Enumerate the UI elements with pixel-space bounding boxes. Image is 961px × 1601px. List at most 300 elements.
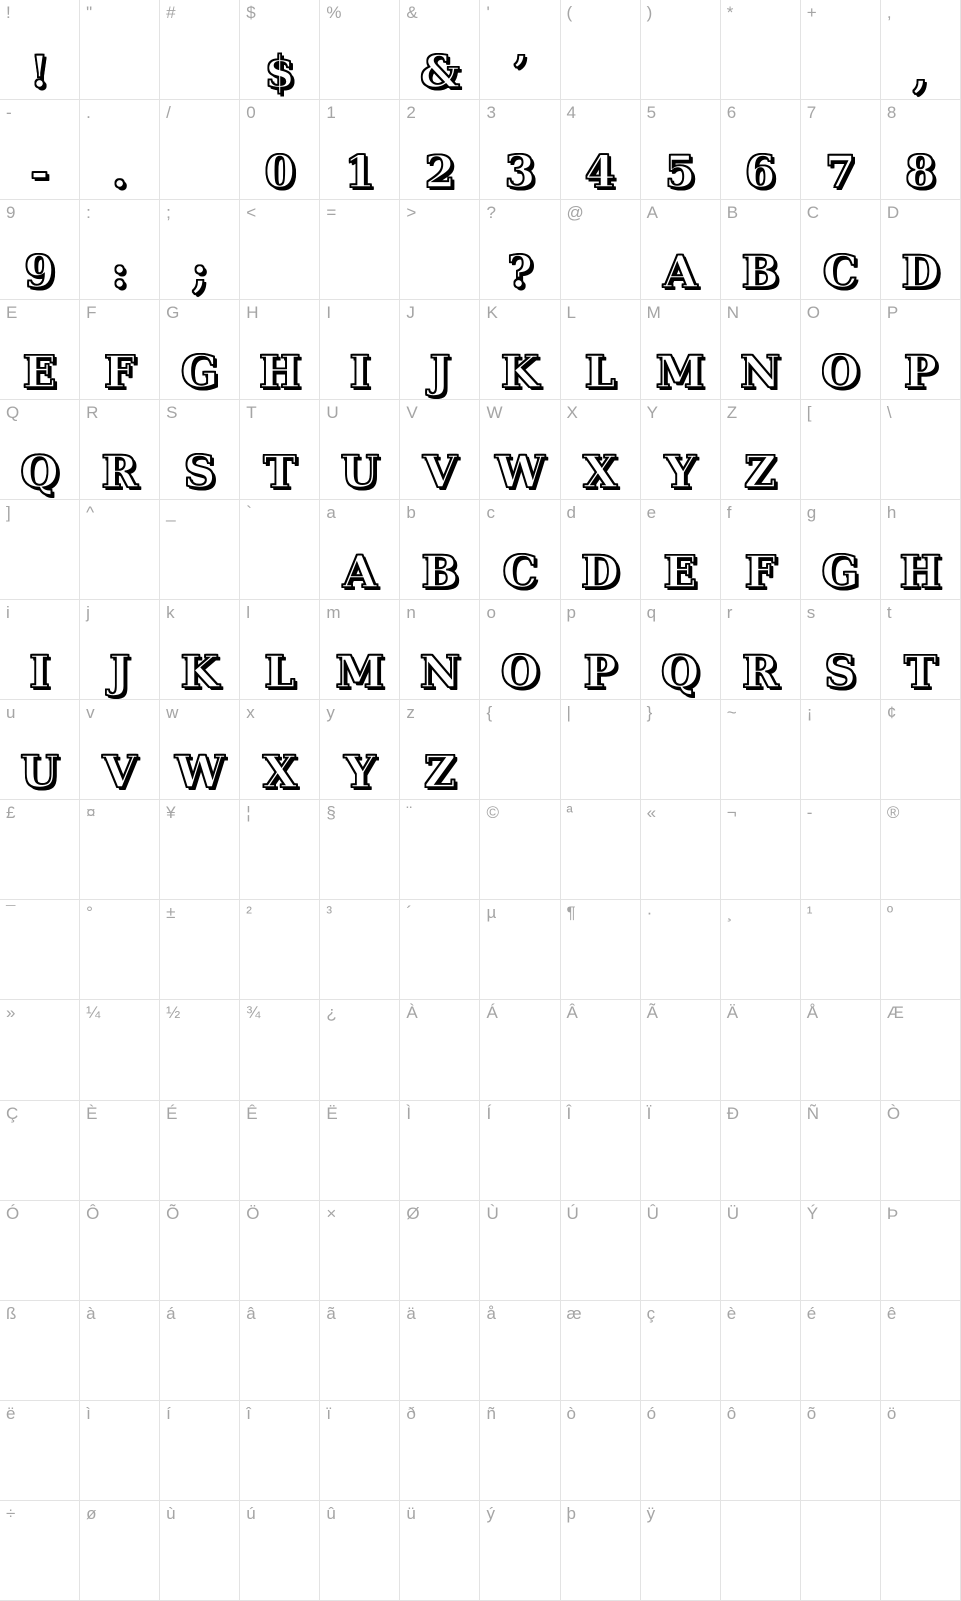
glyph-cell <box>320 1301 400 1401</box>
glyph-cell <box>881 1101 961 1201</box>
cell-character-label: × <box>326 1203 337 1223</box>
glyph-cell <box>160 100 240 200</box>
cell-character-label: U <box>326 403 339 423</box>
cell-character-label: ô <box>726 1403 737 1423</box>
glyph-cell <box>160 200 240 300</box>
cell-character-label: I <box>326 303 332 323</box>
cell-character-label: £ <box>6 803 16 823</box>
glyph-cell <box>160 300 240 400</box>
cell-glyph: 7 <box>825 147 856 199</box>
cell-glyph: X <box>262 747 297 799</box>
cell-character-label: d <box>566 503 577 523</box>
cell-glyph: T <box>904 647 937 699</box>
glyph-cell <box>641 500 721 600</box>
cell-character-label: â <box>246 1303 256 1323</box>
cell-character-label: § <box>326 803 336 823</box>
cell-character-label: Á <box>486 1003 498 1023</box>
cell-character-label: k <box>166 603 175 623</box>
glyph-cell <box>240 400 320 500</box>
glyph-cell <box>320 500 400 600</box>
cell-character-label: Ø <box>406 1203 420 1223</box>
glyph-cell <box>240 100 320 200</box>
cell-glyph: H <box>899 547 942 599</box>
cell-glyph: Y <box>344 747 376 799</box>
cell-glyph: Q <box>661 647 700 699</box>
cell-character-label: . <box>86 103 91 123</box>
cell-character-label: ò <box>566 1403 577 1423</box>
cell-character-label: ' <box>486 3 490 22</box>
cell-glyph: 6 <box>744 147 776 199</box>
glyph-cell <box>160 400 240 500</box>
glyph-cell <box>80 0 160 100</box>
cell-character-label: T <box>246 403 257 423</box>
cell-character-label: 9 <box>6 203 16 223</box>
glyph-cell <box>881 1301 961 1401</box>
cell-character-label: î <box>246 1403 251 1423</box>
cell-glyph: D <box>901 247 940 299</box>
glyph-cell <box>721 900 801 1000</box>
cell-character-label: Ë <box>326 1103 338 1123</box>
cell-character-label: Þ <box>886 1203 899 1223</box>
glyph-cell <box>80 1000 160 1100</box>
cell-character-label: q <box>646 603 657 623</box>
cell-character-label: ¥ <box>166 803 176 823</box>
glyph-cell <box>641 700 721 800</box>
cell-character-label: à <box>86 1303 96 1323</box>
glyph-cell <box>480 1501 560 1601</box>
glyph-cell <box>801 1000 881 1100</box>
cell-glyph: J <box>109 647 131 699</box>
cell-character-label: g <box>806 503 817 523</box>
glyph-cell <box>80 500 160 600</box>
cell-character-label: p <box>566 603 577 623</box>
cell-character-label: Å <box>806 1003 819 1023</box>
glyph-cell <box>721 100 801 200</box>
cell-glyph: J <box>429 347 451 399</box>
cell-character-label: 3 <box>486 103 496 123</box>
cell-character-label: J <box>406 303 415 323</box>
glyph-cell <box>801 1201 881 1301</box>
cell-character-label: a <box>326 503 336 523</box>
glyph-cell <box>881 1000 961 1100</box>
glyph-cell <box>160 1501 240 1601</box>
cell-character-label: ¡ <box>806 703 813 723</box>
cell-character-label: > <box>406 203 417 223</box>
glyph-cell <box>0 900 80 1000</box>
cell-glyph: 1 <box>344 147 376 199</box>
cell-character-label: Y <box>646 403 658 423</box>
cell-character-label: | <box>566 703 571 723</box>
cell-character-label: ( <box>566 3 573 22</box>
glyph-cell <box>240 1201 320 1301</box>
cell-character-label: ; <box>166 203 171 223</box>
cell-character-label: O <box>806 303 821 323</box>
cell-character-label: ® <box>886 803 900 823</box>
cell-character-label: 1 <box>326 103 336 123</box>
cell-character-label: ] <box>6 503 11 523</box>
cell-glyph: . <box>111 147 128 199</box>
glyph-cell <box>240 600 320 700</box>
glyph-cell <box>561 600 641 700</box>
glyph-cell <box>80 800 160 900</box>
cell-character-label: E <box>6 303 18 323</box>
cell-character-label: Î <box>566 1103 572 1123</box>
cell-character-label: Û <box>646 1203 659 1223</box>
glyph-cell <box>480 300 560 400</box>
glyph-cell <box>80 1501 160 1601</box>
glyph-cell <box>561 100 641 200</box>
glyph-cell <box>400 400 480 500</box>
glyph-cell <box>400 1501 480 1601</box>
cell-glyph: P <box>583 647 617 699</box>
cell-character-label: Ñ <box>806 1103 820 1123</box>
cell-glyph: X <box>583 447 618 499</box>
cell-character-label: Q <box>6 403 20 423</box>
glyph-cell <box>240 800 320 900</box>
glyph-cell <box>0 1201 80 1301</box>
glyph-cell <box>561 1101 641 1201</box>
glyph-cell <box>480 1401 560 1501</box>
glyph-cell <box>240 700 320 800</box>
glyph-cell <box>641 1101 721 1201</box>
glyph-cell <box>400 300 480 400</box>
cell-character-label: h <box>886 503 897 523</box>
cell-character-label: 0 <box>246 103 256 123</box>
cell-character-label: ì <box>86 1403 91 1423</box>
cell-character-label: ï <box>326 1403 332 1423</box>
cell-glyph: Y <box>664 447 696 499</box>
cell-glyph: , <box>912 47 929 99</box>
cell-glyph: ? <box>507 247 533 299</box>
glyph-cell <box>80 1101 160 1201</box>
cell-character-label: A <box>646 203 658 223</box>
cell-character-label: Z <box>726 403 738 423</box>
glyph-cell <box>240 0 320 100</box>
cell-character-label: C <box>806 203 820 223</box>
glyph-cell <box>801 1301 881 1401</box>
cell-character-label: s <box>806 603 816 623</box>
glyph-cell <box>80 1301 160 1401</box>
cell-character-label: ¬ <box>726 803 737 823</box>
cell-character-label: Ð <box>726 1103 739 1123</box>
cell-character-label: ð <box>406 1403 416 1423</box>
cell-glyph: I <box>29 647 50 699</box>
cell-character-label: + <box>806 3 817 22</box>
cell-character-label: V <box>406 403 418 423</box>
glyph-cell <box>881 600 961 700</box>
cell-character-label: [ <box>806 403 812 423</box>
cell-glyph: B <box>741 247 779 299</box>
glyph-cell <box>320 700 400 800</box>
glyph-cell <box>0 100 80 200</box>
cell-glyph: 8 <box>905 147 936 199</box>
glyph-cell <box>240 200 320 300</box>
cell-character-label: ´ <box>406 903 413 923</box>
glyph-cell <box>80 600 160 700</box>
cell-glyph: W <box>174 747 225 799</box>
cell-glyph: Q <box>20 447 59 499</box>
cell-character-label: Ê <box>246 1103 258 1123</box>
cell-character-label: ÿ <box>646 1503 656 1523</box>
glyph-cell <box>801 900 881 1000</box>
cell-character-label: L <box>566 303 577 323</box>
glyph-cell <box>400 1101 480 1201</box>
glyph-cell <box>480 1101 560 1201</box>
glyph-cell <box>881 800 961 900</box>
cell-glyph: A <box>342 547 377 599</box>
cell-glyph: W <box>495 447 545 499</box>
glyph-cell <box>561 700 641 800</box>
cell-glyph: O <box>821 347 860 399</box>
glyph-cell <box>400 0 480 100</box>
cell-character-label: Â <box>566 1003 578 1023</box>
glyph-cell <box>801 300 881 400</box>
cell-character-label: È <box>86 1103 98 1123</box>
glyph-cell <box>0 300 80 400</box>
cell-character-label: ñ <box>486 1403 496 1423</box>
glyph-cell <box>480 700 560 800</box>
glyph-cell <box>240 1000 320 1100</box>
cell-character-label: ß <box>6 1303 17 1323</box>
glyph-cell <box>400 600 480 700</box>
cell-character-label: f <box>726 503 732 523</box>
cell-glyph: G <box>180 347 219 399</box>
glyph-cell <box>721 700 801 800</box>
cell-glyph: E <box>22 347 57 399</box>
glyph-cell <box>240 1501 320 1601</box>
cell-character-label: ¯ <box>6 903 16 923</box>
cell-character-label: F <box>86 303 97 323</box>
cell-character-label: ö <box>886 1403 897 1423</box>
cell-glyph: 5 <box>664 147 696 199</box>
glyph-cell <box>400 200 480 300</box>
glyph-cell <box>480 600 560 700</box>
glyph-cell <box>160 0 240 100</box>
cell-character-label: á <box>166 1303 176 1323</box>
cell-glyph: P <box>903 347 937 399</box>
cell-character-label: ~ <box>726 703 737 723</box>
glyph-cell <box>480 500 560 600</box>
cell-character-label: j <box>86 603 90 623</box>
cell-glyph: 4 <box>584 147 616 199</box>
glyph-cell <box>320 1101 400 1201</box>
cell-character-label: þ <box>566 1503 577 1523</box>
glyph-cell <box>320 300 400 400</box>
glyph-cell <box>320 0 400 100</box>
cell-character-label: ¢ <box>886 703 897 723</box>
cell-character-label: n <box>406 603 416 623</box>
glyph-cell <box>721 0 801 100</box>
glyph-cell <box>721 1501 801 1601</box>
cell-character-label: í <box>166 1403 171 1423</box>
cell-character-label: < <box>246 203 257 223</box>
glyph-cell <box>160 600 240 700</box>
cell-character-label: Ô <box>86 1203 100 1223</box>
glyph-cell <box>320 600 400 700</box>
cell-character-label: Ò <box>886 1103 901 1123</box>
cell-character-label: 2 <box>406 103 416 123</box>
cell-glyph: - <box>30 147 49 199</box>
cell-character-label: » <box>6 1003 16 1023</box>
cell-character-label: Ü <box>726 1203 739 1223</box>
glyph-cell <box>641 800 721 900</box>
cell-character-label: û <box>326 1503 336 1523</box>
cell-glyph: F <box>744 547 776 599</box>
glyph-cell <box>561 1401 641 1501</box>
glyph-cell <box>881 200 961 300</box>
cell-character-label: c <box>486 503 495 523</box>
glyph-cell <box>641 1301 721 1401</box>
glyph-cell <box>320 400 400 500</box>
glyph-cell <box>881 500 961 600</box>
cell-character-label: ` <box>246 503 252 523</box>
cell-character-label: D <box>886 203 900 223</box>
cell-character-label: - <box>6 103 12 123</box>
cell-glyph: S <box>183 447 216 499</box>
glyph-cell <box>160 1301 240 1401</box>
glyph-cell <box>320 200 400 300</box>
glyph-cell <box>400 1000 480 1100</box>
glyph-cell <box>641 300 721 400</box>
glyph-cell <box>561 1501 641 1601</box>
cell-glyph: I <box>349 347 371 399</box>
glyph-cell <box>801 500 881 600</box>
glyph-cell <box>721 500 801 600</box>
glyph-cell <box>0 500 80 600</box>
cell-glyph: Z <box>744 447 777 499</box>
glyph-cell <box>0 1101 80 1201</box>
glyph-cell <box>0 0 80 100</box>
cell-character-label: Æ <box>886 1003 904 1023</box>
cell-character-label: µ <box>486 903 497 923</box>
cell-glyph: K <box>180 647 219 699</box>
cell-character-label: ä <box>406 1303 416 1323</box>
cell-character-label: ê <box>886 1303 897 1323</box>
glyph-cell <box>320 1401 400 1501</box>
cell-glyph: C <box>502 547 538 599</box>
cell-character-label: ? <box>486 203 496 223</box>
cell-character-label: Ì <box>406 1103 412 1123</box>
cell-character-label: o <box>486 603 496 623</box>
glyph-cell <box>801 100 881 200</box>
cell-character-label: ó <box>646 1403 657 1423</box>
glyph-cell <box>400 1201 480 1301</box>
cell-character-label: u <box>6 703 16 723</box>
cell-character-label: @ <box>566 203 584 223</box>
glyph-cell <box>80 400 160 500</box>
cell-character-label: } <box>646 703 653 723</box>
cell-character-label: õ <box>806 1403 817 1423</box>
cell-character-label: m <box>326 603 341 623</box>
glyph-cell <box>80 900 160 1000</box>
glyph-cell <box>320 800 400 900</box>
glyph-cell <box>400 1301 480 1401</box>
cell-character-label: ¹ <box>806 903 813 923</box>
cell-glyph: N <box>740 347 781 399</box>
glyph-cell <box>881 900 961 1000</box>
cell-character-label: M <box>646 303 661 323</box>
cell-character-label: É <box>166 1103 178 1123</box>
glyph-cell <box>480 1301 560 1401</box>
cell-character-label: ª <box>566 803 573 823</box>
cell-character-label: e <box>646 503 657 523</box>
glyph-cell <box>801 700 881 800</box>
cell-character-label: r <box>726 603 733 623</box>
cell-character-label: , <box>886 3 892 22</box>
cell-character-label: ¾ <box>246 1003 261 1023</box>
glyph-cell <box>80 1201 160 1301</box>
glyph-cell <box>641 600 721 700</box>
cell-character-label: K <box>486 303 498 323</box>
cell-character-label: H <box>246 303 259 323</box>
cell-character-label: © <box>486 803 499 823</box>
glyph-cell <box>480 400 560 500</box>
cell-character-label: G <box>166 303 180 323</box>
cell-glyph: $ <box>264 47 296 99</box>
cell-character-label: 7 <box>806 103 817 123</box>
glyph-cell <box>561 300 641 400</box>
glyph-cell <box>641 0 721 100</box>
cell-character-label: ã <box>326 1303 336 1323</box>
cell-glyph: D <box>581 547 620 599</box>
cell-glyph: & <box>420 47 460 99</box>
glyph-cell <box>721 400 801 500</box>
cell-character-label: ¤ <box>86 803 96 823</box>
cell-glyph: U <box>20 747 59 799</box>
glyph-cell <box>160 900 240 1000</box>
cell-character-label: Ö <box>246 1203 260 1223</box>
cell-glyph: V <box>102 747 137 799</box>
cell-character-label: é <box>806 1303 817 1323</box>
cell-character-label: º <box>886 903 894 923</box>
glyph-cell <box>561 0 641 100</box>
glyph-cell <box>801 800 881 900</box>
glyph-cell <box>160 1101 240 1201</box>
glyph-cell <box>561 900 641 1000</box>
glyph-cell <box>0 200 80 300</box>
cell-character-label: 5 <box>646 103 657 123</box>
glyph-cell <box>480 900 560 1000</box>
cell-character-label: v <box>86 703 95 723</box>
cell-character-label: Ó <box>6 1203 20 1223</box>
cell-glyph: O <box>500 647 540 699</box>
cell-character-label: _ <box>166 503 176 523</box>
cell-glyph: T <box>263 447 297 499</box>
cell-character-label: ç <box>646 1303 656 1323</box>
glyph-cell <box>400 100 480 200</box>
glyph-cell <box>0 1301 80 1401</box>
glyph-cell <box>801 1501 881 1601</box>
glyph-cell <box>561 400 641 500</box>
cell-character-label: = <box>326 203 337 223</box>
glyph-cell <box>80 200 160 300</box>
cell-glyph: G <box>821 547 860 599</box>
cell-glyph: R <box>101 447 138 499</box>
glyph-cell <box>480 1201 560 1301</box>
cell-character-label: Í <box>486 1103 492 1123</box>
glyph-cell <box>801 1101 881 1201</box>
cell-glyph: A <box>663 247 698 299</box>
cell-character-label: B <box>726 203 739 223</box>
glyph-cell <box>400 500 480 600</box>
glyph-cell <box>881 0 961 100</box>
cell-character-label: * <box>726 3 734 22</box>
cell-character-label: Ã <box>646 1003 658 1023</box>
glyph-cell <box>561 500 641 600</box>
glyph-cell <box>561 1301 641 1401</box>
glyph-cell <box>721 1201 801 1301</box>
cell-character-label: ù <box>166 1503 176 1523</box>
